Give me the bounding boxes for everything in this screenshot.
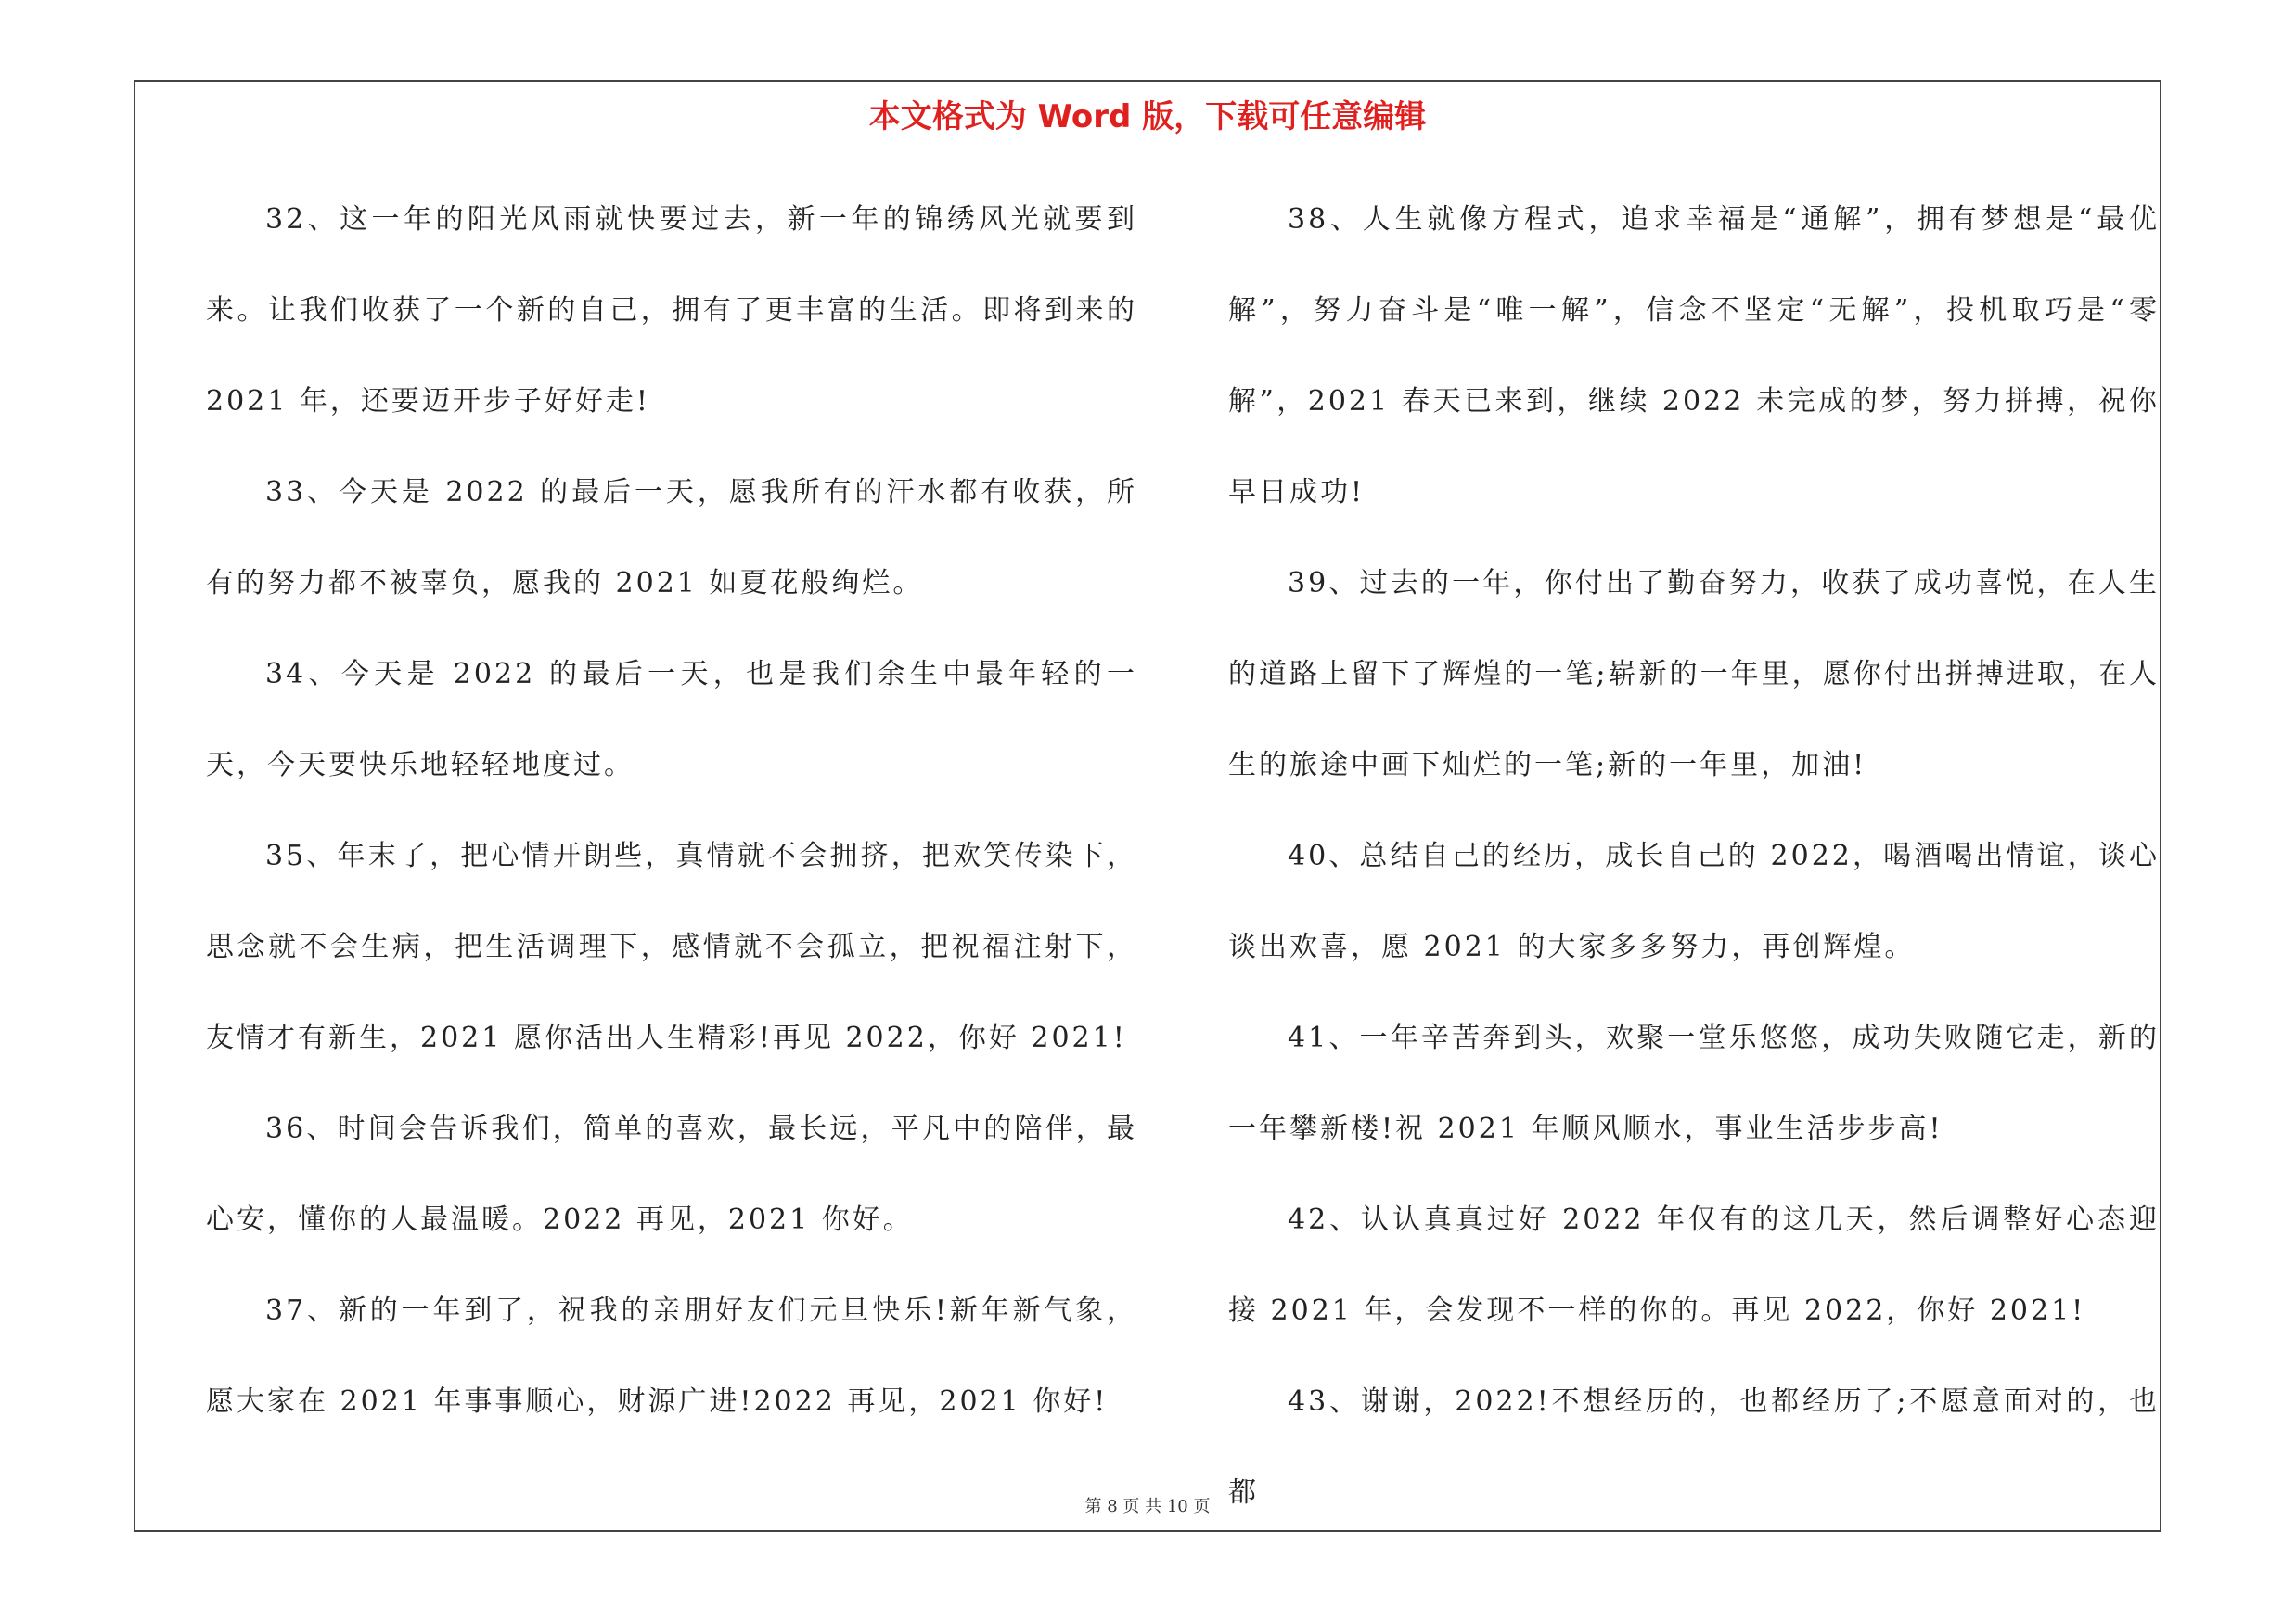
paragraph-41: 41、一年辛苦奔到头，欢聚一堂乐悠悠，成功失败随它走，新的一年攀新楼!祝 2021 年顺风顺水，事业生活步步高!: [1228, 1022, 2160, 1145]
page-number: 第 8 页 共 10 页: [1084, 1497, 1211, 1516]
right-column: [1228, 174, 2160, 1509]
paragraph-35: 35、年末了，把心情开朗些，真情就不会拥挤，把欢笑传染下，思念就不会生病，把生活调理下，感情就不会孤立，把祝福注射下，友情才有新生，2021 愿你活出人生精彩!再见 2022，你好 2021!: [206, 840, 1137, 1054]
paragraph-34: 34、今天是 2022 的最后一天，也是我们余生中最年轻的一天，今天要快乐地轻轻地度过。: [206, 658, 1137, 781]
paragraph-43: 43、谢谢，2022!不想经历的，也都经历了;不愿意面对的，也都: [1228, 1385, 2160, 1509]
paragraph-36: 36、时间会告诉我们，简单的喜欢，最长远，平凡中的陪伴，最心安，懂你的人最温暖。2022 再见，2021 你好。: [206, 1113, 1137, 1236]
paragraph-39: 39、过去的一年，你付出了勤奋努力，收获了成功喜悦，在人生的道路上留下了辉煌的一笔;崭新的一年里，愿你付出拼搏进取，在人生的旅途中画下灿烂的一笔;新的一年里，加油!: [1228, 567, 2160, 781]
paragraph-38: 38、人生就像方程式，追求幸福是“通解”，拥有梦想是“最优解”，努力奋斗是“唯一解”，信念不坚定“无解”，投机取巧是“零解”，2021 春天已来到，继续 2022 未完成的梦，努力拼搏，祝你早日成功!: [1228, 203, 2160, 509]
left-column: [206, 174, 1137, 1455]
page-frame: [134, 80, 2161, 1532]
paragraph-37: 37、新的一年到了，祝我的亲朋好友们元旦快乐!新年新气象，愿大家在 2021 年事事顺心，财源广进!2022 再见，2021 你好!: [206, 1295, 1137, 1418]
paragraph-42: 42、认认真真过好 2022 年仅有的这几天，然后调整好心态迎接 2021 年，会发现不一样的你的。再见 2022，你好 2021!: [1228, 1204, 2160, 1327]
paragraph-40: 40、总结自己的经历，成长自己的 2022，喝酒喝出情谊，谈心谈出欢喜，愿 2021 的大家多多努力，再创辉煌。: [1228, 840, 2160, 963]
paragraph-33: 33、今天是 2022 的最后一天，愿我所有的汗水都有收获，所有的努力都不被辜负，愿我的 2021 如夏花般绚烂。: [206, 476, 1137, 599]
header-banner: 本文格式为 Word 版，下载可任意编辑: [868, 98, 1427, 135]
paragraph-32: 32、这一年的阳光风雨就快要过去，新一年的锦绣风光就要到来。让我们收获了一个新的自己，拥有了更丰富的生活。即将到来的 2021 年，还要迈开步子好好走!: [206, 203, 1137, 418]
